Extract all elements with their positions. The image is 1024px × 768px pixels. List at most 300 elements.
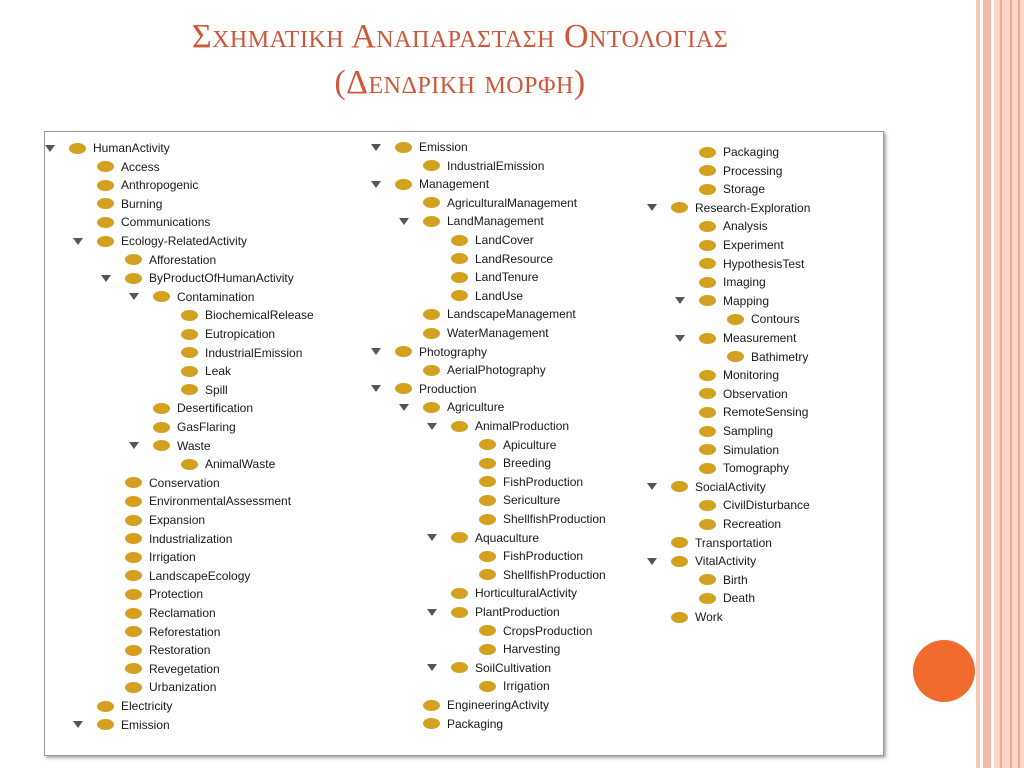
- tree-node-label: Imaging: [723, 275, 766, 290]
- tree-node[interactable]: [101, 269, 294, 287]
- tree-node[interactable]: [125, 604, 216, 622]
- tree-node-label: Revegetation: [149, 661, 220, 676]
- tree-node[interactable]: [125, 641, 210, 659]
- tree-node-label: Irrigation: [149, 550, 196, 565]
- tree-node[interactable]: [675, 292, 769, 310]
- class-bullet-icon: [125, 589, 142, 600]
- tree-node-label: Irrigation: [503, 679, 550, 694]
- tree-node[interactable]: [479, 454, 551, 472]
- class-bullet-icon: [479, 644, 496, 655]
- tree-node-label: LandscapeManagement: [447, 307, 576, 322]
- class-bullet-icon: [479, 569, 496, 580]
- tree-node-label: LandResource: [475, 251, 554, 266]
- tree-node[interactable]: [125, 678, 216, 696]
- tree-node[interactable]: [125, 492, 291, 510]
- decor-stripe: [1018, 0, 1020, 768]
- expand-triangle-icon[interactable]: [45, 145, 55, 152]
- class-bullet-icon: [423, 365, 440, 376]
- tree-node-label: Tomography: [723, 461, 790, 476]
- tree-node[interactable]: [371, 175, 489, 193]
- class-bullet-icon: [479, 439, 496, 450]
- class-bullet-icon: [479, 551, 496, 562]
- tree-node-label: Burning: [121, 196, 163, 211]
- tree-node[interactable]: [423, 696, 549, 714]
- tree-node-label: Packaging: [723, 145, 780, 159]
- tree-node[interactable]: [153, 399, 253, 417]
- tree-node-label: Processing: [723, 163, 783, 178]
- expand-triangle-icon[interactable]: [427, 534, 437, 541]
- class-bullet-icon: [97, 236, 114, 247]
- tree-node[interactable]: [699, 255, 804, 273]
- tree-node[interactable]: [181, 344, 302, 362]
- class-bullet-icon: [97, 217, 114, 228]
- tree-node-label: Death: [723, 591, 756, 606]
- tree-node-label: Contours: [751, 312, 800, 327]
- tree-node-label: Bathimetry: [751, 349, 809, 364]
- tree-node-label: VitalActivity: [695, 554, 757, 569]
- tree-node[interactable]: [699, 180, 765, 198]
- class-bullet-icon: [699, 574, 716, 585]
- class-bullet-icon: [699, 184, 716, 195]
- tree-node[interactable]: [125, 548, 196, 566]
- class-bullet-icon: [423, 160, 440, 171]
- class-bullet-icon: [97, 701, 114, 712]
- tree-node-label: Conservation: [149, 475, 220, 490]
- tree-node-label: Emission: [419, 140, 468, 154]
- tree-node-label: Ecology-RelatedActivity: [121, 234, 248, 248]
- class-bullet-icon: [699, 258, 716, 269]
- tree-node-label: PlantProduction: [475, 605, 560, 619]
- tree-node-label: Recreation: [723, 517, 782, 531]
- class-bullet-icon: [423, 718, 440, 729]
- tree-node-label: HypothesisTest: [723, 256, 805, 271]
- class-bullet-icon: [181, 347, 198, 358]
- tree-node-label: Packaging: [447, 716, 504, 731]
- tree-node[interactable]: [479, 566, 606, 584]
- class-bullet-icon: [479, 514, 496, 525]
- class-bullet-icon: [395, 383, 412, 394]
- tree-node[interactable]: [423, 324, 549, 342]
- expand-triangle-icon[interactable]: [647, 558, 657, 565]
- tree-node[interactable]: [427, 529, 539, 547]
- tree-node-label: Apiculture: [503, 437, 557, 452]
- expand-triangle-icon[interactable]: [675, 335, 685, 342]
- tree-node[interactable]: [129, 437, 211, 455]
- tree-node[interactable]: [97, 176, 198, 194]
- expand-triangle-icon[interactable]: [427, 609, 437, 616]
- tree-node-label: Management: [419, 177, 490, 192]
- tree-node-label: Breeding: [503, 456, 552, 471]
- tree-node-label: Afforestation: [149, 252, 217, 267]
- tree-node[interactable]: [699, 496, 810, 514]
- tree-node-label: EngineeringActivity: [447, 698, 550, 712]
- expand-triangle-icon[interactable]: [427, 664, 437, 671]
- expand-triangle-icon[interactable]: [129, 442, 139, 449]
- expand-triangle-icon[interactable]: [427, 423, 437, 430]
- tree-node-label: Reclamation: [149, 606, 216, 620]
- tree-node[interactable]: [371, 343, 487, 361]
- tree-node[interactable]: [727, 310, 800, 328]
- class-bullet-icon: [671, 537, 688, 548]
- class-bullet-icon: [125, 496, 142, 507]
- tree-node-label: CivilDisturbance: [723, 498, 810, 513]
- tree-node[interactable]: [451, 584, 577, 602]
- tree-node[interactable]: [699, 273, 766, 291]
- tree-node-label: FishProduction: [503, 549, 584, 564]
- tree-node-label: AgriculturalManagement: [447, 195, 578, 210]
- class-bullet-icon: [125, 663, 142, 674]
- tree-node[interactable]: [699, 422, 773, 440]
- tree-node-label: AnimalProduction: [475, 419, 570, 433]
- expand-triangle-icon[interactable]: [647, 483, 657, 490]
- tree-node-label: Emission: [121, 717, 170, 732]
- tree-node[interactable]: [125, 567, 250, 585]
- tree-node-label: Mapping: [723, 293, 770, 308]
- tree-node-label: Anthropogenic: [121, 178, 199, 193]
- tree-node-label: AnimalWaste: [205, 457, 276, 472]
- tree-node[interactable]: [423, 715, 503, 733]
- tree-node[interactable]: [181, 381, 228, 399]
- class-bullet-icon: [671, 612, 688, 623]
- decor-circle: [913, 640, 975, 702]
- tree-node[interactable]: [451, 231, 534, 249]
- tree-node[interactable]: [129, 288, 254, 306]
- tree-node-label: Reforestation: [149, 624, 221, 639]
- tree-node[interactable]: [125, 251, 216, 269]
- tree-node-label: Photography: [419, 344, 488, 359]
- tree-node[interactable]: [699, 589, 755, 607]
- tree-node[interactable]: [427, 417, 569, 435]
- class-bullet-icon: [97, 719, 114, 730]
- class-bullet-icon: [97, 180, 114, 191]
- tree-node[interactable]: [451, 287, 523, 305]
- tree-node[interactable]: [125, 530, 232, 548]
- tree-node[interactable]: [699, 403, 808, 421]
- tree-node-label: Expansion: [149, 513, 206, 527]
- class-bullet-icon: [125, 645, 142, 656]
- class-bullet-icon: [451, 532, 468, 543]
- tree-node-label: Access: [121, 159, 160, 174]
- tree-node-label: Sericulture: [503, 493, 561, 508]
- class-bullet-icon: [395, 142, 412, 153]
- tree-node[interactable]: [699, 441, 779, 459]
- tree-node[interactable]: [125, 585, 203, 603]
- class-bullet-icon: [423, 197, 440, 208]
- tree-node[interactable]: [479, 677, 550, 695]
- class-bullet-icon: [451, 272, 468, 283]
- tree-node-label: Contamination: [177, 289, 255, 304]
- class-bullet-icon: [451, 235, 468, 246]
- expand-triangle-icon[interactable]: [73, 238, 83, 245]
- tree-node-label: Industrialization: [149, 531, 233, 546]
- decor-stripe: [976, 0, 980, 768]
- class-bullet-icon: [125, 552, 142, 563]
- class-bullet-icon: [699, 240, 716, 251]
- tree-node-label: Agriculture: [447, 400, 505, 415]
- tree-node[interactable]: [699, 515, 781, 533]
- class-bullet-icon: [125, 515, 142, 526]
- tree-node-label: Communications: [121, 215, 211, 230]
- tree-node[interactable]: [699, 366, 779, 384]
- tree-node[interactable]: [125, 474, 220, 492]
- tree-node-label: Sampling: [723, 424, 774, 438]
- tree-node[interactable]: [371, 380, 476, 398]
- class-bullet-icon: [97, 198, 114, 209]
- tree-node-label: Production: [419, 381, 477, 396]
- tree-node[interactable]: [647, 552, 756, 570]
- tree-node-label: GasFlaring: [177, 420, 236, 434]
- class-bullet-icon: [479, 495, 496, 506]
- class-bullet-icon: [671, 202, 688, 213]
- tree-node-label: EnvironmentalAssessment: [149, 494, 292, 509]
- tree-node[interactable]: [479, 510, 606, 528]
- class-bullet-icon: [699, 295, 716, 306]
- class-bullet-icon: [699, 407, 716, 418]
- tree-node[interactable]: [125, 511, 205, 529]
- expand-triangle-icon[interactable]: [73, 721, 83, 728]
- tree-node-label: Restoration: [149, 643, 211, 658]
- class-bullet-icon: [181, 459, 198, 470]
- tree-node-label: AerialPhotography: [447, 363, 546, 378]
- tree-node[interactable]: [647, 199, 810, 217]
- class-bullet-icon: [451, 290, 468, 301]
- class-bullet-icon: [153, 403, 170, 414]
- tree-node-label: LandCover: [475, 233, 534, 247]
- tree-node-label: Protection: [149, 587, 204, 602]
- slide-subtitle: (Δενδρικη μορφη): [334, 64, 586, 101]
- class-bullet-icon: [479, 625, 496, 636]
- tree-node-label: Harvesting: [503, 642, 561, 657]
- class-bullet-icon: [451, 588, 468, 599]
- expand-triangle-icon[interactable]: [647, 204, 657, 211]
- slide-title: Σχηματικη Αναπαρασταση Οντολογιας: [191, 18, 729, 55]
- tree-node-label: HumanActivity: [93, 141, 170, 155]
- class-bullet-icon: [699, 593, 716, 604]
- class-bullet-icon: [699, 333, 716, 344]
- tree-node-label: Measurement: [723, 331, 797, 345]
- tree-node-label: Research-Exploration: [695, 200, 811, 215]
- class-bullet-icon: [125, 626, 142, 637]
- tree-node[interactable]: [153, 418, 236, 436]
- tree-node[interactable]: [181, 306, 314, 324]
- tree-node-label: Electricity: [121, 699, 173, 713]
- class-bullet-icon: [727, 314, 744, 325]
- tree-node-label: ShellfishProduction: [503, 512, 606, 526]
- tree-node-label: Transportation: [695, 535, 772, 550]
- tree-node[interactable]: [699, 459, 789, 477]
- tree-node-label: ByProductOfHumanActivity: [149, 271, 294, 286]
- tree-node[interactable]: [423, 305, 576, 323]
- tree-node-label: ShellfishProduction: [503, 567, 606, 582]
- class-bullet-icon: [479, 476, 496, 487]
- class-bullet-icon: [451, 253, 468, 264]
- class-bullet-icon: [699, 444, 716, 455]
- tree-node[interactable]: [451, 268, 538, 286]
- tree-node[interactable]: [427, 659, 551, 677]
- class-bullet-icon: [69, 143, 86, 154]
- tree-node[interactable]: [699, 143, 779, 161]
- tree-node[interactable]: [97, 697, 172, 715]
- tree-node[interactable]: [699, 217, 768, 235]
- tree-node[interactable]: [479, 436, 556, 454]
- tree-node-label: FishProduction: [503, 474, 584, 489]
- tree-node-label: LandUse: [475, 288, 524, 303]
- tree-node[interactable]: [423, 157, 544, 175]
- class-bullet-icon: [97, 161, 114, 172]
- class-bullet-icon: [181, 310, 198, 321]
- tree-node-label: Observation: [723, 386, 788, 401]
- tree-node-label: Simulation: [723, 442, 780, 457]
- class-bullet-icon: [423, 328, 440, 339]
- tree-node[interactable]: [479, 622, 592, 640]
- class-bullet-icon: [699, 147, 716, 158]
- tree-node[interactable]: [427, 603, 560, 621]
- class-bullet-icon: [423, 309, 440, 320]
- class-bullet-icon: [395, 346, 412, 357]
- tree-node[interactable]: [73, 716, 170, 734]
- class-bullet-icon: [699, 500, 716, 511]
- tree-node[interactable]: [399, 212, 544, 230]
- tree-node-label: Urbanization: [149, 680, 217, 695]
- tree-node[interactable]: [451, 250, 553, 268]
- tree-node-label: RemoteSensing: [723, 405, 809, 420]
- tree-node[interactable]: [699, 571, 748, 589]
- class-bullet-icon: [671, 556, 688, 567]
- tree-node-label: Leak: [205, 364, 232, 379]
- tree-node[interactable]: [479, 491, 560, 509]
- class-bullet-icon: [423, 402, 440, 413]
- class-bullet-icon: [181, 329, 198, 340]
- tree-node[interactable]: [479, 473, 583, 491]
- class-bullet-icon: [699, 277, 716, 288]
- tree-node[interactable]: [181, 325, 275, 343]
- tree-node-label: Storage: [723, 182, 766, 197]
- decor-stripe: [983, 0, 991, 768]
- class-bullet-icon: [699, 221, 716, 232]
- tree-node-label: CropsProduction: [503, 623, 593, 638]
- tree-node[interactable]: [371, 138, 468, 156]
- decor-stripe: [1000, 0, 1002, 768]
- expand-triangle-icon[interactable]: [129, 293, 139, 300]
- tree-node[interactable]: [699, 385, 788, 403]
- tree-node[interactable]: [727, 348, 808, 366]
- tree-node-label: SocialActivity: [695, 479, 766, 494]
- class-bullet-icon: [153, 422, 170, 433]
- class-bullet-icon: [125, 273, 142, 284]
- expand-triangle-icon[interactable]: [399, 404, 409, 411]
- class-bullet-icon: [451, 662, 468, 673]
- class-bullet-icon: [699, 388, 716, 399]
- class-bullet-icon: [479, 681, 496, 692]
- tree-node-label: Work: [695, 610, 723, 624]
- class-bullet-icon: [699, 165, 716, 176]
- tree-node-label: WaterManagement: [447, 326, 549, 340]
- tree-node-label: Eutropication: [205, 327, 276, 341]
- class-bullet-icon: [699, 519, 716, 530]
- class-bullet-icon: [153, 440, 170, 451]
- tree-node-label: Analysis: [723, 219, 768, 234]
- tree-node[interactable]: [479, 547, 583, 565]
- ontology-tree-screenshot: [44, 131, 884, 756]
- class-bullet-icon: [479, 458, 496, 469]
- tree-node[interactable]: [479, 640, 560, 658]
- tree-node[interactable]: [125, 623, 220, 641]
- class-bullet-icon: [153, 291, 170, 302]
- tree-node[interactable]: [671, 534, 772, 552]
- tree-node-label: LandManagement: [447, 214, 544, 229]
- class-bullet-icon: [451, 421, 468, 432]
- expand-triangle-icon[interactable]: [101, 275, 111, 282]
- tree-node-label: Birth: [723, 572, 748, 587]
- decor-stripe: [1010, 0, 1012, 768]
- tree-node[interactable]: [97, 213, 210, 231]
- expand-triangle-icon[interactable]: [371, 181, 381, 188]
- class-bullet-icon: [451, 607, 468, 618]
- class-bullet-icon: [699, 426, 716, 437]
- class-bullet-icon: [671, 481, 688, 492]
- tree-node-label: Waste: [177, 438, 211, 453]
- tree-node-label: BiochemicalRelease: [205, 308, 314, 323]
- expand-triangle-icon[interactable]: [399, 218, 409, 225]
- tree-node[interactable]: [97, 195, 162, 213]
- tree-node[interactable]: [675, 329, 796, 347]
- tree-node-label: HorticulturalActivity: [475, 586, 578, 601]
- tree-node-label: LandscapeEcology: [149, 568, 251, 583]
- tree-node-label: Monitoring: [723, 368, 780, 383]
- class-bullet-icon: [699, 463, 716, 474]
- tree-node[interactable]: [181, 362, 231, 380]
- class-bullet-icon: [423, 700, 440, 711]
- class-bullet-icon: [125, 608, 142, 619]
- expand-triangle-icon[interactable]: [371, 348, 381, 355]
- tree-node-label: IndustrialEmission: [205, 345, 303, 360]
- expand-triangle-icon[interactable]: [371, 144, 381, 151]
- class-bullet-icon: [727, 351, 744, 362]
- class-bullet-icon: [125, 682, 142, 693]
- class-bullet-icon: [125, 477, 142, 488]
- tree-node-label: IndustrialEmission: [447, 158, 545, 173]
- expand-triangle-icon[interactable]: [675, 297, 685, 304]
- tree-node[interactable]: [647, 478, 766, 496]
- tree-node[interactable]: [699, 236, 784, 254]
- tree-node[interactable]: [671, 608, 723, 626]
- tree-node[interactable]: [423, 194, 577, 212]
- class-bullet-icon: [699, 370, 716, 381]
- class-bullet-icon: [181, 366, 198, 377]
- class-bullet-icon: [125, 570, 142, 581]
- class-bullet-icon: [181, 384, 198, 395]
- tree-node[interactable]: [423, 361, 546, 379]
- tree-node[interactable]: [181, 455, 275, 473]
- expand-triangle-icon[interactable]: [371, 385, 381, 392]
- class-bullet-icon: [125, 254, 142, 265]
- tree-node[interactable]: [399, 398, 504, 416]
- tree-node-label: Desertification: [177, 401, 254, 416]
- tree-node[interactable]: [73, 232, 247, 250]
- tree-node-label: SoilCultivation: [475, 660, 552, 675]
- tree-node-label: Spill: [205, 382, 228, 397]
- tree-node[interactable]: [125, 660, 220, 678]
- class-bullet-icon: [395, 179, 412, 190]
- tree-node-label: Experiment: [723, 238, 784, 252]
- tree-node-label: Aquaculture: [475, 530, 540, 545]
- tree-node[interactable]: [699, 162, 782, 180]
- tree-node-label: LandTenure: [475, 270, 539, 285]
- class-bullet-icon: [125, 533, 142, 544]
- tree-node[interactable]: [45, 139, 170, 157]
- class-bullet-icon: [423, 216, 440, 227]
- tree-node[interactable]: [97, 158, 160, 176]
